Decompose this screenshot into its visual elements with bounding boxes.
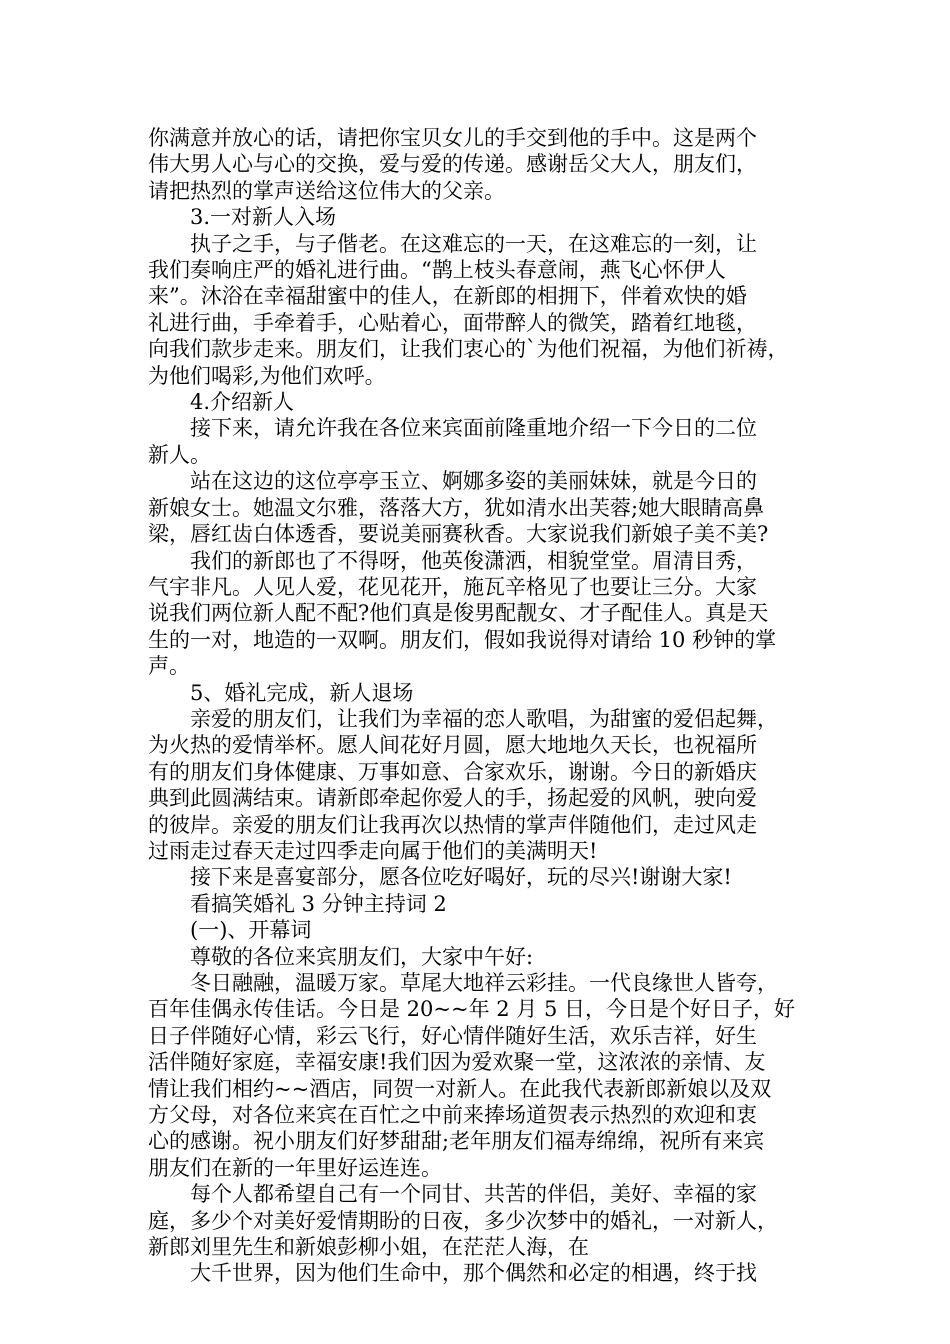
- text-line: 接下来，请允许我在各位来宾面前隆重地介绍一下今日的二位: [190, 416, 757, 441]
- text-line: 说我们两位新人配不配?他们真是俊男配靓女、才子配佳人。真是天: [148, 601, 769, 626]
- text-line: 庭，多少个对美好爱情期盼的日夜，多少次梦中的婚礼，一对新人，: [148, 1208, 778, 1233]
- text-line: 梁，唇红齿白体透香，要说美丽赛秋香。大家说我们新娘子美不美?: [148, 522, 769, 547]
- text-line: 亲爱的朋友们，让我们为幸福的恋人歌唱，为甜蜜的爱侣起舞，: [190, 706, 778, 731]
- text-line: 过雨走过春天走过四季走向属于他们的美满明天!: [148, 838, 598, 863]
- text-line: 5、婚礼完成，新人退场: [190, 680, 414, 705]
- text-line: 情让我们相约~~酒店，同贺一对新人。在此我代表新郎新娘以及双: [148, 1076, 772, 1101]
- text-line: 心的感谢。祝小朋友们好梦甜甜;老年朋友们福寿绵绵，祝所有来宾: [148, 1129, 765, 1154]
- text-line: 新人。: [148, 442, 211, 467]
- text-line: 为火热的爱情举杯。愿人间花好月圆，愿大地地久天长，也祝福所: [148, 733, 757, 758]
- text-line: 气宇非凡。人见人爱，花见花开，施瓦辛格见了也要让三分。大家: [148, 574, 757, 599]
- text-line: 我们的新郎也了不得呀，他英俊潇洒，相貌堂堂。眉清目秀，: [190, 548, 757, 573]
- text-line: 新郎刘里先生和新娘彭柳小姐，在茫茫人海，在: [148, 1235, 589, 1260]
- text-line: 执子之手，与子偕老。在这难忘的一天，在这难忘的一刻，让: [190, 231, 757, 256]
- text-line: 接下来是喜宴部分，愿各位吃好喝好，玩的尽兴!谢谢大家!: [190, 865, 732, 890]
- text-line: 典到此圆满结束。请新郎牵起你爱人的手，扬起爱的风帆，驶向爱: [148, 786, 757, 811]
- text-line: 请把热烈的掌声送给这位伟大的父亲。: [148, 178, 505, 203]
- text-line: 方父母，对各位来宾在百忙之中前来捧场道贺表示热烈的欢迎和衷: [148, 1103, 757, 1128]
- text-line: 冬日融融，温暖万家。草尾大地祥云彩挂。一代良缘世人皆夸，: [190, 971, 778, 995]
- document-body: [148, 125, 810, 1287]
- text-line: 我们奏响庄严的婚礼进行曲。“鹊上枝头春意闹，燕飞心怀伊人: [148, 258, 726, 283]
- text-line: 尊敬的各位来宾朋友们，大家中午好:: [190, 944, 534, 969]
- text-line: 新娘女士。她温文尔雅，落落大方，犹如清水出芙蓉;她大眼睛高鼻: [148, 495, 765, 520]
- text-line: (一)、开幕词: [190, 918, 312, 943]
- text-line: 生的一对，地造的一双啊。朋友们，假如我说得对请给 10 秒钟的掌: [148, 627, 777, 652]
- text-line: 活伴随好家庭，幸福安康!我们因为爱欢聚一堂，这浓浓的亲情、友: [148, 1050, 766, 1075]
- text-line: 看搞笑婚礼 3 分钟主持词 2: [190, 891, 447, 916]
- text-line: 的彼岸。亲爱的朋友们让我再次以热情的掌声伴随他们，走过风走: [148, 812, 757, 837]
- text-line: 日子伴随好心情，彩云飞行，好心情伴随好生活，欢乐吉祥，好生: [148, 1023, 757, 1048]
- text-line: 朋友们在新的一年里好运连连。: [148, 1155, 442, 1180]
- text-line: 礼进行曲，手牵着手，心贴着心，面带醉人的微笑，踏着红地毯，: [148, 310, 757, 335]
- text-line: 声。: [148, 654, 190, 679]
- text-line: 大千世界，因为他们生命中，那个偶然和必定的相遇，终于找: [190, 1261, 757, 1286]
- text-line: 百年佳偶永传佳话。今日是 20~~年 2 月 5 日，今日是个好日子，好: [148, 997, 796, 1022]
- text-line: 3.一对新人入场: [190, 205, 337, 230]
- text-line: 伟大男人心与心的交换，爱与爱的传递。感谢岳父大人，朋友们，: [148, 152, 757, 177]
- text-line: 4.介绍新人: [190, 390, 295, 415]
- text-line: 你满意并放心的话，请把你宝贝女儿的手交到他的手中。这是两个: [148, 126, 757, 150]
- text-line: 有的朋友们身体健康、万事如意、合家欢乐，谢谢。今日的新婚庆: [148, 759, 757, 784]
- text-line: 为他们喝彩,为他们欢呼。: [148, 363, 386, 388]
- text-line: 每个人都希望自己有一个同甘、共苦的伴侣，美好、幸福的家: [190, 1182, 757, 1207]
- text-line: 站在这边的这位亭亭玉立、婀娜多姿的美丽妹妹，就是今日的: [190, 469, 757, 494]
- text-line: 来”。沐浴在幸福甜蜜中的佳人，在新郎的相拥下，伴着欢快的婚: [148, 284, 747, 309]
- text-line: 向我们款步走来。朋友们，让我们衷心的`为他们祝福，为他们祈祷，: [148, 337, 789, 362]
